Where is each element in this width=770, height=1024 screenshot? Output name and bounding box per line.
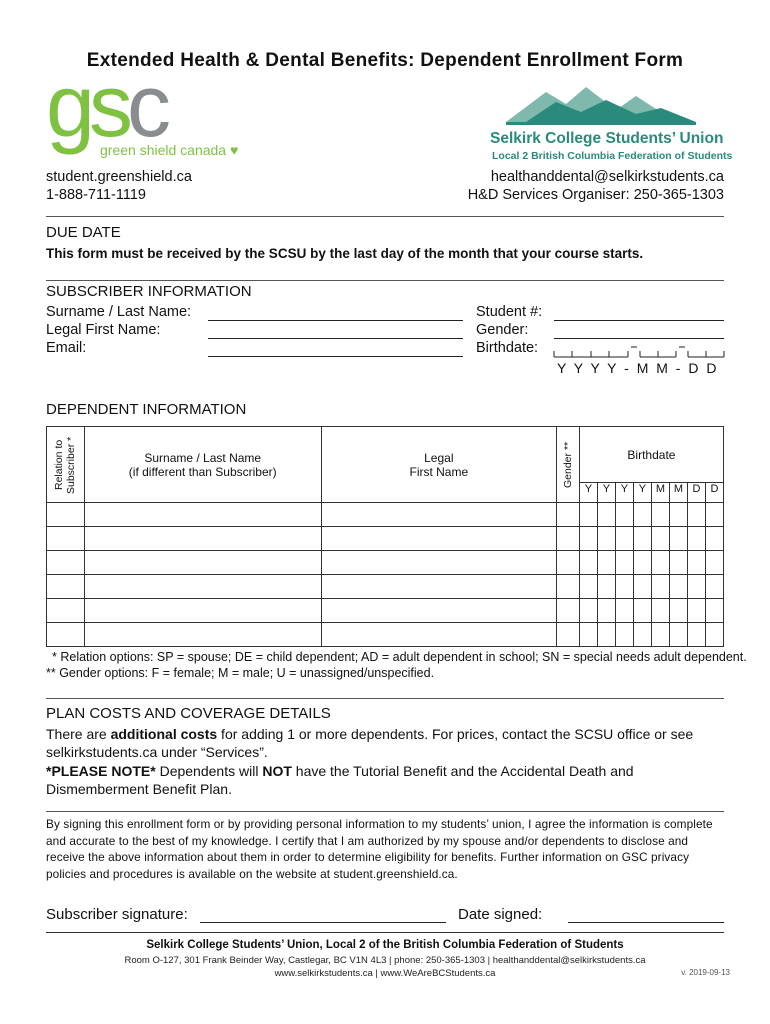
date-letter: Y: [580, 482, 598, 502]
birthdate-cell[interactable]: [579, 599, 723, 623]
divider: [46, 280, 724, 281]
signature-label: Subscriber signature:: [46, 906, 188, 923]
plan-note-text: *PLEASE NOTE* Dependents will NOT have the Tutorial Benefit and the Accidental Death and Dismemberment Benefit Plan.: [46, 763, 634, 797]
signature-field[interactable]: [200, 922, 446, 923]
birthdate-cell[interactable]: [579, 623, 723, 647]
student-label: Student #:: [476, 304, 543, 320]
date-letter: M: [652, 482, 670, 502]
table-row: [47, 551, 724, 575]
due-heading: DUE DATE: [46, 224, 121, 241]
surname-label: Surname / Last Name:: [46, 304, 192, 320]
scsu-contact: [468, 168, 724, 204]
table-cell[interactable]: [84, 527, 321, 551]
table-cell[interactable]: [557, 599, 580, 623]
due-text: This form must be received by the SCSU by the last day of the month that your course starts.: [46, 246, 644, 261]
footer-address: Room O-127, 301 Frank Beinder Way, Castlegar, BC V1N 4L3 | phone: 250-365-1303 | healthanddental@selkirkstudents.ca: [124, 955, 646, 966]
gsc-phone: 1-888-711-1119: [46, 187, 146, 203]
table-cell[interactable]: [47, 575, 85, 599]
gender-label: Gender:: [476, 322, 529, 338]
table-cell[interactable]: [84, 575, 321, 599]
scsu-organiser: H&D Services Organiser: 250-365-1303: [467, 187, 724, 203]
plan-heading: PLAN COSTS AND COVERAGE DETAILS: [46, 705, 331, 722]
table-cell[interactable]: [557, 623, 580, 647]
table-cell[interactable]: [84, 551, 321, 575]
mountain-icon: [486, 82, 726, 132]
table-cell[interactable]: [321, 599, 556, 623]
date-letter: D: [688, 482, 706, 502]
date-letter: M: [670, 482, 688, 502]
birthdate-cell[interactable]: [579, 503, 723, 527]
gsc-contact: [46, 168, 192, 204]
date-signed-field[interactable]: [568, 922, 724, 923]
date-letter: Y: [634, 482, 652, 502]
table-cell[interactable]: [557, 575, 580, 599]
scsu-logo: Selkirk College Students’ Union Local 2 British Columbia Federation of Students: [486, 82, 726, 170]
table-cell[interactable]: [321, 623, 556, 647]
gender-field[interactable]: [554, 338, 724, 339]
date-letter: Y: [598, 482, 616, 502]
birthdate-cell[interactable]: [579, 551, 723, 575]
table-cell[interactable]: [321, 527, 556, 551]
student-number-field[interactable]: [554, 320, 724, 321]
table-row: [47, 503, 724, 527]
relation-note: * Relation options: SP = spouse; DE = child dependent; AD = adult dependent in school; SN = special needs adult dependent.: [52, 650, 747, 664]
table-row: [47, 623, 724, 647]
table-cell[interactable]: [47, 527, 85, 551]
birthdate-cell[interactable]: [579, 575, 723, 599]
table-cell[interactable]: [47, 623, 85, 647]
first-name-label: Legal First Name:: [46, 322, 161, 338]
table-cell[interactable]: [321, 503, 556, 527]
birthdate-label: Birthdate:: [476, 340, 539, 356]
first-name-field[interactable]: [208, 338, 463, 339]
gender-note: ** Gender options: F = female; M = male; U = unassigned/unspecified.: [46, 666, 435, 680]
dependent-heading: DEPENDENT INFORMATION: [46, 401, 247, 418]
consent-text: By signing this enrollment form or by providing personal information to my students’ union, I agree the information is complete and accurate to the best of my knowledge. I certify that I am authorized by my spouse and/or dependents to disclose and receive the above information about them in order to determine eligibility for benefits. Further information on GSC privacy policies and procedures is available on the website at student.greenshield.ca.: [46, 817, 713, 881]
email-field[interactable]: [208, 356, 463, 357]
date-letter: D: [706, 482, 723, 502]
divider: [46, 216, 724, 217]
divider: [46, 811, 724, 812]
col-birthdate: Birthdate Y Y Y Y M M D D: [579, 427, 723, 503]
table-cell[interactable]: [47, 599, 85, 623]
table-cell[interactable]: [321, 575, 556, 599]
email-label: Email:: [46, 340, 87, 356]
date-signed-label: Date signed:: [458, 906, 543, 923]
scsu-email: healthanddental@selkirkstudents.ca: [490, 169, 724, 185]
table-cell[interactable]: [84, 503, 321, 527]
table-cell[interactable]: [47, 503, 85, 527]
gsc-logo: gsc green shield canada ♥: [46, 56, 239, 158]
plan-costs-text: There are additional costs for adding 1 or more dependents. For prices, contact the SCSU office or see selkirkstudents.ca under “Services”.: [46, 726, 694, 760]
divider: [46, 698, 724, 699]
divider: [46, 932, 724, 933]
footer-org: Selkirk College Students’ Union, Local 2 of the British Columbia Federation of Students: [146, 939, 624, 951]
surname-field[interactable]: [208, 320, 463, 321]
table-cell[interactable]: [47, 551, 85, 575]
subscriber-heading: SUBSCRIBER INFORMATION: [46, 283, 252, 300]
col-relation: Relation to Subscriber *: [53, 435, 78, 494]
table-cell[interactable]: [557, 503, 580, 527]
gsc-site: student.greenshield.ca: [46, 169, 192, 185]
date-format: Y Y Y Y - M M - D D: [557, 360, 719, 376]
birthdate-field[interactable]: [552, 343, 726, 359]
birthdate-cell[interactable]: [579, 527, 723, 551]
col-surname: Surname / Last Name (if different than Subscriber): [84, 427, 321, 503]
version: v. 2019-09-13: [681, 968, 730, 977]
dependent-table: [46, 426, 724, 647]
table-cell[interactable]: [321, 551, 556, 575]
form-title: Extended Health & Dental Benefits: Dependent Enrollment Form: [86, 50, 684, 71]
table-cell[interactable]: [84, 599, 321, 623]
table-cell[interactable]: [84, 623, 321, 647]
table-row: [47, 599, 724, 623]
col-first-name: Legal First Name: [321, 427, 556, 503]
table-cell[interactable]: [557, 551, 580, 575]
table-row: [47, 575, 724, 599]
table-cell[interactable]: [557, 527, 580, 551]
col-gender: Gender **: [561, 441, 574, 488]
table-row: [47, 527, 724, 551]
date-letter: Y: [616, 482, 634, 502]
footer-web: www.selkirkstudents.ca | www.WeAreBCStudents.ca: [274, 968, 496, 979]
